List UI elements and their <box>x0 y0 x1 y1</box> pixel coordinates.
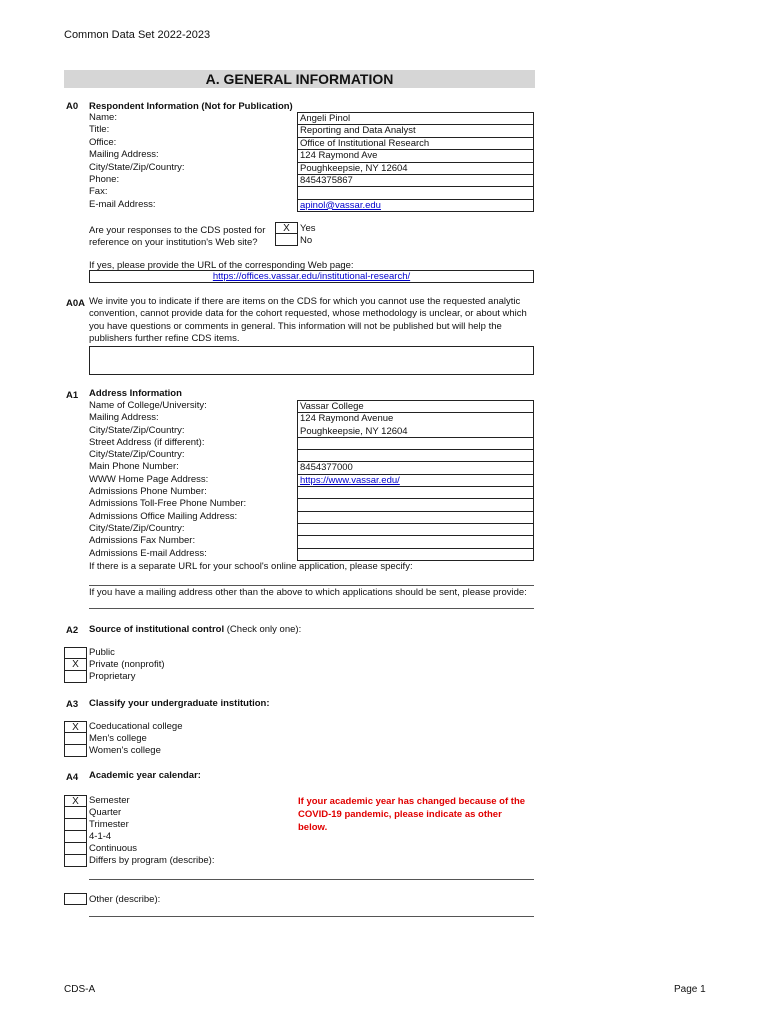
a1-label: Admissions E-mail Address: <box>89 547 207 559</box>
a2-option-labels <box>89 647 165 683</box>
a2-title-suffix: (Check only one): <box>224 624 302 635</box>
admissions-address-field[interactable] <box>298 512 533 524</box>
mailing-line[interactable] <box>89 608 534 609</box>
a0-label: Name: <box>89 112 117 123</box>
street-city-field[interactable] <box>298 450 533 462</box>
a3-code: A3 <box>66 699 79 710</box>
a0a-line: We invite you to indicate if there are items on the CDS for which you cannot use the requested analytic <box>89 296 521 307</box>
a2-option-label: Public <box>89 647 115 658</box>
admissions-tollfree-field[interactable] <box>298 499 533 511</box>
a0-label: Phone: <box>89 173 120 185</box>
cds-url-field[interactable] <box>89 270 534 283</box>
differs-by-program-checkbox[interactable] <box>64 855 87 867</box>
url-prompt: If yes, please provide the URL of the corresponding Web page: <box>89 260 354 271</box>
four-one-four-checkbox[interactable] <box>64 831 87 843</box>
a3-title: Classify your undergraduate institution: <box>89 698 270 709</box>
homepage-link[interactable]: https://www.vassar.edu/ <box>298 475 533 487</box>
cds-question-line: Are your responses to the CDS posted for <box>89 225 266 236</box>
a1-label: Admissions Phone Number: <box>89 486 207 498</box>
a4-option-label: Continuous <box>89 843 138 854</box>
a0a-code: A0A <box>66 298 86 309</box>
covid-note <box>298 795 525 834</box>
a0-label: Office: <box>89 136 117 148</box>
covid-note-line: If your academic year has changed because of the <box>298 796 526 807</box>
a1-label: City/State/Zip/Country: <box>89 522 185 534</box>
a1-label: City/State/Zip/Country: <box>89 449 185 461</box>
trimester-checkbox[interactable] <box>64 819 87 831</box>
a0a-comments-box[interactable] <box>89 346 534 375</box>
a0-value-column <box>297 112 534 212</box>
covid-note-line: below. <box>298 822 328 833</box>
mens-college-checkbox[interactable] <box>64 733 87 745</box>
semester-checkbox[interactable]: X <box>64 795 87 807</box>
a2-boxes <box>64 647 87 683</box>
a1-title: Address Information <box>89 388 182 399</box>
street-address-field[interactable] <box>298 438 533 450</box>
a0-label: Fax: <box>89 186 108 198</box>
coeducational-checkbox[interactable]: X <box>64 721 87 733</box>
footer-page-number: Page 1 <box>674 984 706 995</box>
a3-option-label: Coeducational college <box>89 721 183 732</box>
a1-label: Admissions Toll-Free Phone Number: <box>89 498 247 510</box>
cds-yes-checkbox[interactable]: X <box>275 222 298 234</box>
a3-option-label: Women's college <box>89 745 161 756</box>
a1-value-column <box>297 400 534 561</box>
a0-labels <box>89 112 185 211</box>
respondent-name-field[interactable]: Angeli Pinol <box>298 113 533 125</box>
cds-no-label: No <box>300 235 313 246</box>
admissions-fax-field[interactable] <box>298 536 533 548</box>
a2-option-label: Private (nonprofit) <box>89 659 165 670</box>
a1-labels <box>89 400 246 560</box>
other-calendar-checkbox[interactable] <box>64 893 87 905</box>
respondent-office-field[interactable]: Office of Institutional Research <box>298 138 533 150</box>
a0-label: City/State/Zip/Country: <box>89 161 185 173</box>
a0-label: Mailing Address: <box>89 149 159 161</box>
a1-label: WWW Home Page Address: <box>89 473 209 485</box>
a0-label: E-mail Address: <box>89 198 156 210</box>
a4-option-label: Quarter <box>89 807 122 818</box>
section-title: A. GENERAL INFORMATION <box>205 71 394 87</box>
a4-title: Academic year calendar: <box>89 770 201 781</box>
page-header: Common Data Set 2022-2023 <box>64 29 211 41</box>
a1-label: Admissions Fax Number: <box>89 535 196 547</box>
respondent-email-link[interactable]: apinol@vassar.edu <box>298 200 533 212</box>
a1-label: Main Phone Number: <box>89 461 179 473</box>
a0a-line: convention, cannot provide data for the cohort requested, whose methodology is unclear, or about which <box>89 308 527 320</box>
a1-label: Admissions Office Mailing Address: <box>89 510 238 522</box>
a1-label: City/State/Zip/Country: <box>89 424 185 436</box>
a0a-line: publishers further refine CDS items. <box>89 332 240 344</box>
other-description-line[interactable] <box>89 916 534 917</box>
cds-posted-boxes <box>275 222 298 246</box>
respondent-phone-field[interactable]: 8454375867 <box>298 175 533 187</box>
cds-posted-question <box>89 225 265 249</box>
a0a-text <box>89 296 527 345</box>
a0-code: A0 <box>66 101 79 112</box>
covid-note-line: COVID-19 pandemic, please indicate as other <box>298 809 502 820</box>
continuous-checkbox[interactable] <box>64 843 87 855</box>
mailing-prompt: If you have a mailing address other than the above to which applications should be sent, please provide: <box>89 587 527 598</box>
main-phone-field[interactable]: 8454377000 <box>298 462 533 474</box>
a0-title: Respondent Information (Not for Publication) <box>89 101 293 112</box>
other-calendar-label: Other (describe): <box>89 894 161 905</box>
admissions-city-field[interactable] <box>298 524 533 536</box>
private-nonprofit-checkbox[interactable]: X <box>64 659 87 671</box>
public-checkbox[interactable] <box>64 647 87 659</box>
a1-label: Mailing Address: <box>89 412 159 424</box>
proprietary-checkbox[interactable] <box>64 671 87 683</box>
a2-title-row <box>89 624 301 635</box>
a2-code: A2 <box>66 625 79 636</box>
a4-option-label: Trimester <box>89 819 129 830</box>
cds-yes-label: Yes <box>300 223 316 234</box>
college-address-field[interactable]: 124 Raymond Avenue <box>300 413 394 425</box>
a4-code: A4 <box>66 772 79 783</box>
admissions-email-field[interactable] <box>298 549 533 561</box>
a3-option-label: Men's college <box>89 733 147 744</box>
separate-url-line[interactable] <box>89 585 534 586</box>
cds-url-link[interactable]: https://offices.vassar.edu/institutional-research/ <box>212 271 411 282</box>
a0-label: Title: <box>89 124 110 136</box>
womens-college-checkbox[interactable] <box>64 745 87 757</box>
a1-code: A1 <box>66 390 79 401</box>
a1-label: Name of College/University: <box>89 400 207 411</box>
a4-option-labels <box>89 795 214 867</box>
a3-boxes <box>64 721 87 757</box>
college-city-field[interactable]: Poughkeepsie, NY 12604 <box>298 426 533 438</box>
a4-option-label: Semester <box>89 795 130 806</box>
admissions-phone-field[interactable] <box>298 487 533 499</box>
footer-left: CDS-A <box>64 984 96 995</box>
quarter-checkbox[interactable] <box>64 807 87 819</box>
respondent-address-field[interactable]: 124 Raymond Ave <box>298 150 533 162</box>
separate-url-prompt: If there is a separate URL for your school's online application, please specify: <box>89 561 413 572</box>
a4-boxes <box>64 795 87 867</box>
a1-label: Street Address (if different): <box>89 436 205 448</box>
respondent-city-field[interactable]: Poughkeepsie, NY 12604 <box>298 163 533 175</box>
a4-option-label: 4-1-4 <box>89 831 112 842</box>
college-name-field[interactable]: Vassar College <box>298 401 533 413</box>
a3-option-labels <box>89 721 182 757</box>
cds-question-line: reference on your institution's Web site? <box>89 237 258 248</box>
a4-option-label: Differs by program (describe): <box>89 855 215 866</box>
cds-no-checkbox[interactable] <box>275 234 298 246</box>
respondent-fax-field[interactable] <box>298 187 533 199</box>
respondent-title-field[interactable]: Reporting and Data Analyst <box>298 125 533 137</box>
a2-title: Source of institutional control <box>89 624 225 635</box>
a0a-line: you have questions or comments in general. This information will not be published but will help the <box>89 320 502 332</box>
differs-description-line[interactable] <box>89 879 534 880</box>
a2-option-label: Proprietary <box>89 671 136 682</box>
